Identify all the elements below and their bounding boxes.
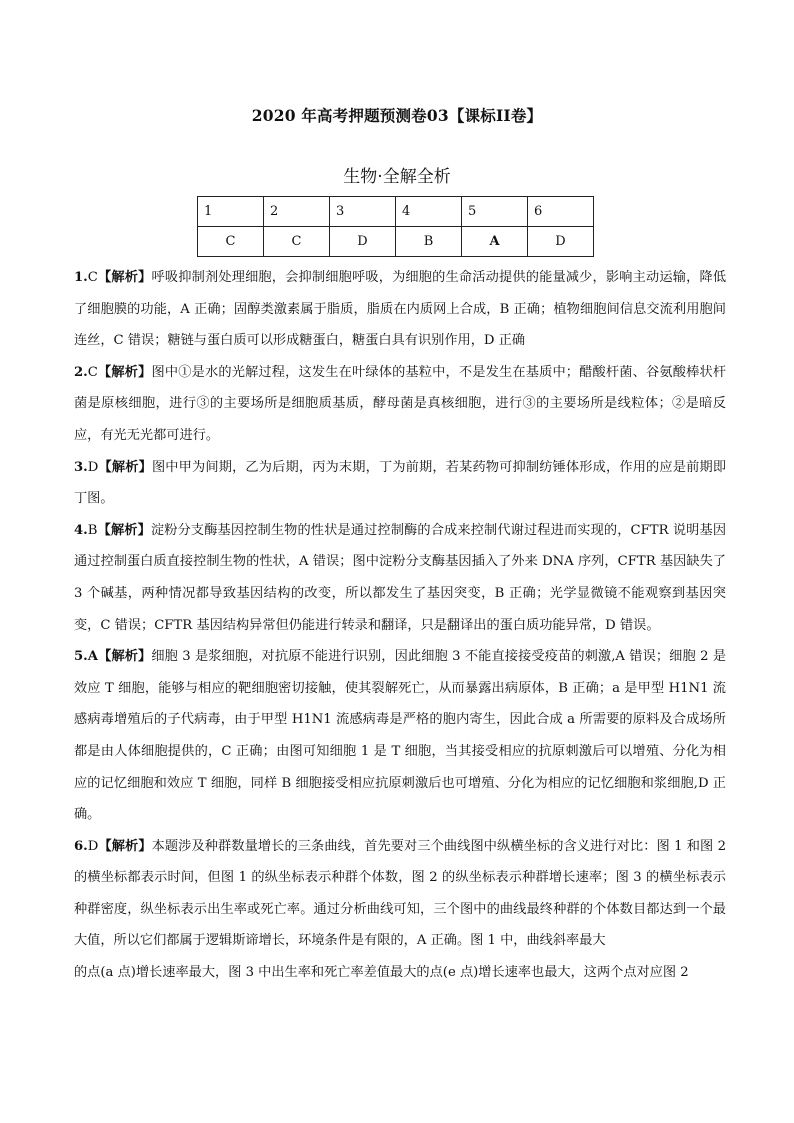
explanation-text: 呼吸抑制剂处理细胞，会抑制细胞呼吸，为细胞的生命活动提供的能量减少，影响主动运输，降低了细胞膜的功能，A 正确；固醇类激素属于脂质，脂质在内质网上合成，B 正确；植物细胞间信息交流利用胞间连丝，C 错误；糖链与蛋白质可以形成糖蛋白，糖蛋白具有识别作用，D 正确: [74, 270, 727, 349]
question-answer: D: [87, 459, 99, 475]
answer-cell: D: [330, 227, 396, 257]
question-number-cell: 4: [396, 197, 462, 227]
question-number: 1.: [74, 270, 88, 285]
explanation-continuation: 的点(a 点)增长速率最大，图 3 中出生率和死亡率差值最大的点(e 点)增长速率也最大，这两个点对应图 2: [74, 965, 689, 981]
question-number: 6.: [74, 838, 88, 854]
question-number: 4.: [74, 522, 88, 538]
explanation-text: 图中①是水的光解过程，这发生在叶绿体的基粒中，不是发生在基质中；醋酸杆菌、谷氨酸棒状杆菌是原核细胞，进行③的主要场所是细胞质基质，酵母菌是真核细胞，进行③的主要场所是线粒体；②是暗反应，有光无光都可进行。: [74, 364, 727, 443]
explanation-paragraph: [74, 262, 726, 357]
answer-cell: C: [264, 227, 330, 257]
answer-table: [197, 196, 594, 257]
answer-cell: A: [462, 227, 528, 257]
explanation-paragraph: [74, 831, 726, 957]
question-number-cell: 5: [462, 197, 528, 227]
analysis-tag: 【解析】: [98, 459, 152, 475]
question-number: 2.: [74, 364, 88, 380]
analysis-tag: 【解析】: [97, 270, 152, 285]
question-answer: C: [87, 364, 98, 380]
analysis-tag: 【解析】: [97, 522, 151, 538]
question-number-cell: 2: [264, 197, 330, 227]
explanation-paragraph: [74, 515, 726, 641]
page-subtitle: 生物·全解全析: [343, 167, 451, 187]
question-number: 3.: [74, 459, 88, 475]
question-number-cell: 3: [330, 197, 396, 227]
explanations-section: [74, 262, 726, 989]
explanation-paragraph: [74, 452, 726, 515]
explanation-text: 细胞 3 是浆细胞，对抗原不能进行识别，因此细胞 3 不能直接接受疫苗的刺激,A 错误；细胞 2 是效应 T 细胞，能够与相应的靶细胞密切接触，使其裂解死亡，从而暴露出病原体，B 正确；a 是甲型 H1N1 流感病毒增殖后的子代病毒，由于甲型 H1N1 流感病毒是严格的胞内寄生，因此合成 a 所需要的原料及合成场所都是由人体细胞提供的，C 正确；由图可知细胞 1 是 T 细胞，当其接受相应的抗原刺激后可以增殖、分化为相应的记忆细胞和效应 T 细胞，同样 B 细胞接受相应抗原刺激后也可增殖、分化为相应的记忆细胞和浆细胞,D 正确。: [74, 649, 727, 823]
answer-table-header-row: [198, 197, 594, 227]
explanation-paragraph: [74, 641, 726, 831]
answer-cell: B: [396, 227, 462, 257]
question-answer: B: [87, 522, 98, 538]
answer-cell: C: [198, 227, 264, 257]
explanation-text: 淀粉分支酶基因控制生物的性状是通过控制酶的合成来控制代谢过程进而实现的，CFTR 说明基因通过控制蛋白质直接控制生物的性状，A 错误；图中淀粉分支酶基因插入了外来 DNA 序列，CFTR 基因缺失了 3 个碱基，两种情况都导致基因结构的改变，所以都发生了基因突变，B 正确；光学显微镜不能观察到基因突变，C 错误；CFTR 基因结构异常但仍能进行转录和翻译，只是翻译出的蛋白质功能异常，D 错误。: [74, 522, 727, 633]
explanation-text: 图中甲为间期，乙为后期，丙为末期，丁为前期，若某药物可抑制纺锤体形成，作用的应是前期即丁图。: [74, 459, 727, 507]
explanation-text: 本题涉及种群数量增长的三条曲线，首先要对三个曲线图中纵横坐标的含义进行对比：图 1 和图 2 的横坐标都表示时间，但图 1 的纵坐标表示种群个体数，图 2 的纵坐标表示种群增长速率；图 3 的横坐标表示种群密度，纵坐标表示出生率或死亡率。通过分析曲线可知，三个图中的曲线最终种群的个体数目都达到一个最大值，所以它们都属于逻辑斯谛增长，环境条件是有限的，A 正确。图 1 中，曲线斜率最大: [74, 838, 726, 949]
explanation-paragraph: [74, 357, 726, 452]
analysis-tag: 【解析】: [98, 649, 152, 665]
question-number-cell: 6: [528, 197, 594, 227]
question-answer: C: [87, 270, 98, 285]
analysis-tag: 【解析】: [98, 838, 152, 854]
question-answer: D: [87, 838, 99, 854]
answer-cell: D: [528, 227, 594, 257]
page-title: 2020 年高考押题预测卷03【课标II卷】: [251, 106, 543, 125]
question-number: 5.: [74, 649, 88, 665]
answer-table-answer-row: [198, 227, 594, 257]
question-answer: A: [87, 649, 99, 665]
question-number-cell: 1: [198, 197, 264, 227]
analysis-tag: 【解析】: [97, 364, 152, 380]
